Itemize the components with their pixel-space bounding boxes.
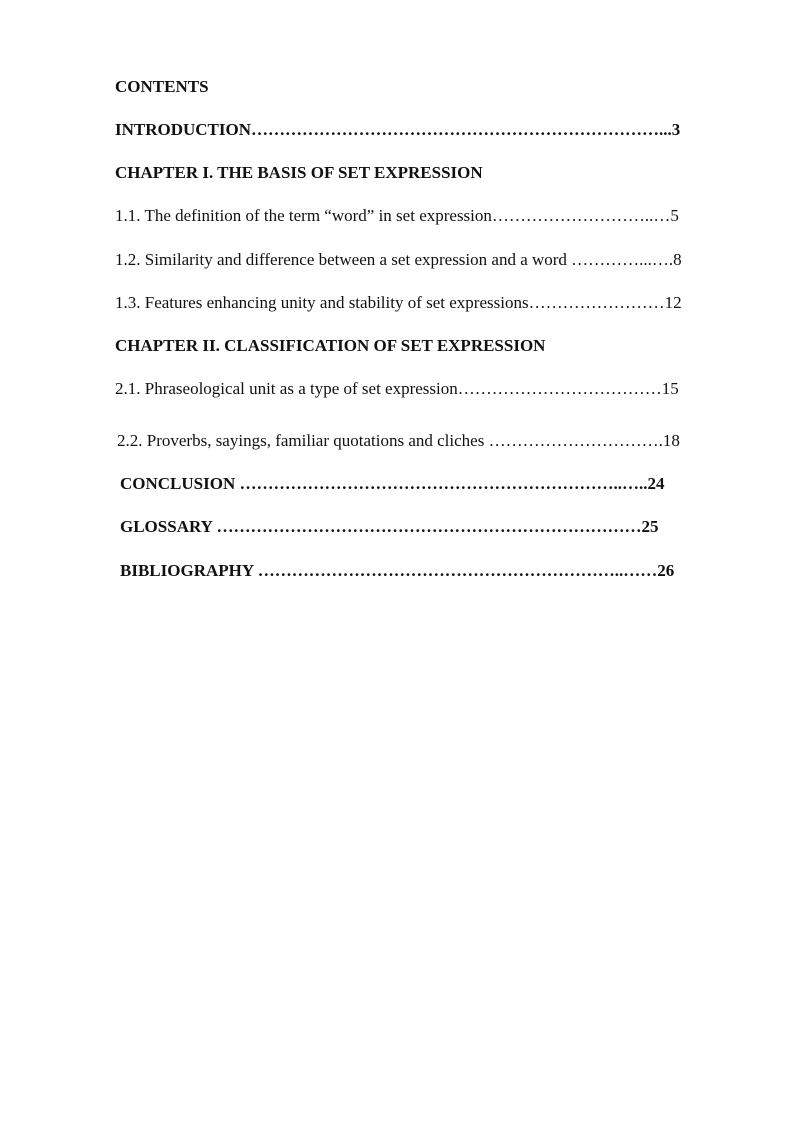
toc-entry-glossary: GLOSSARY …………………………………………………………………25 (120, 517, 659, 536)
toc-entry-2-1: 2.1. Phraseological unit as a type of set expression………………………………15 (115, 379, 679, 398)
toc-entry-2-2: 2.2. Proverbs, sayings, familiar quotations and cliches ………………………….18 (117, 431, 680, 450)
page-title: CONTENTS (115, 77, 209, 96)
toc-entry-bibliography: BIBLIOGRAPHY ………………………………………………………..……26 (120, 561, 675, 580)
toc-entry-1-2: 1.2. Similarity and difference between a set expression and a word …………...….8 (115, 250, 682, 269)
toc-entry-introduction: INTRODUCTION………………………………………………………………...3 (115, 120, 681, 139)
toc-chapter-1-heading: CHAPTER I. THE BASIS OF SET EXPRESSION (115, 163, 483, 182)
toc-entry-1-3: 1.3. Features enhancing unity and stability of set expressions……………………12 (115, 293, 682, 312)
toc-entry-conclusion: CONCLUSION …………………………………………………………..…..24 (120, 474, 665, 493)
toc-entry-1-1: 1.1. The definition of the term “word” in set expression………………………..…5 (115, 206, 679, 225)
toc-chapter-2-heading: CHAPTER II. CLASSIFICATION OF SET EXPRESSION (115, 336, 546, 355)
